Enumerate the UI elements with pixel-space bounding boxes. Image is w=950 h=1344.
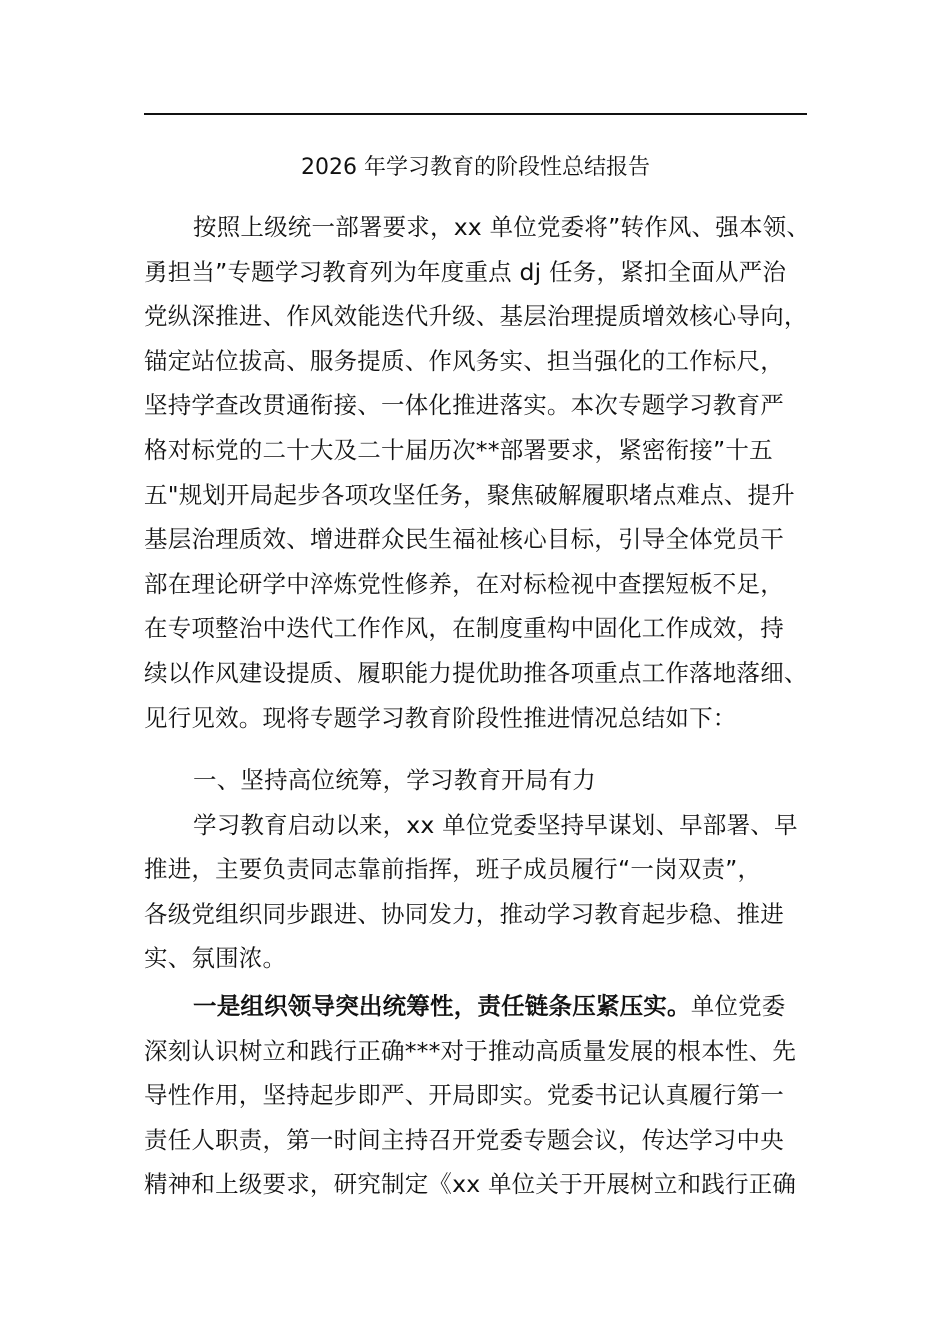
- text-line: 部在理论研学中淬炼党性修养，在对标检视中查摆短板不足，: [144, 569, 784, 598]
- document-title: 2026 年学习教育的阶段性总结报告: [301, 155, 650, 180]
- text-line: 续以作风建设提质、履职能力提优助推各项重点工作落地落细、: [144, 658, 808, 687]
- point-lead-rest: 单位党委: [690, 992, 786, 1020]
- text-line: 勇担当”专题学习教育列为年度重点 dj 任务，紧扣全面从严治: [144, 257, 787, 286]
- point-first-line: [144, 984, 796, 1029]
- point-1-paragraph: [144, 984, 796, 1207]
- section-1: [144, 758, 798, 981]
- text-line: 在专项整治中迭代工作作风，在制度重构中固化工作成效，持: [144, 614, 784, 643]
- text-line: 责任人职责，第一时间主持召开党委专题会议，传达学习中央: [144, 1125, 784, 1154]
- text-line: 见行见效。现将专题学习教育阶段性推进情况总结如下：: [144, 703, 737, 732]
- text-line: 推进，主要负责同志靠前指挥，班子成员履行“一岗双责”，: [144, 855, 762, 884]
- text-line: 基层治理质效、增进群众民生福祉核心目标，引导全体党员干: [144, 525, 784, 554]
- text-line: 精神和上级要求，研究制定《xx 单位关于开展树立和践行正确: [144, 1170, 797, 1199]
- text-line: 导性作用，坚持起步即严、开局即实。党委书记认真履行第一: [144, 1081, 784, 1110]
- text-line: 学习教育启动以来，xx 单位党委坚持早谋划、早部署、早: [193, 810, 798, 839]
- text-line: 按照上级统一部署要求，xx 单位党委将”转作风、强本领、: [193, 213, 811, 241]
- text-line: 深刻认识树立和践行正确***对于推动高质量发展的根本性、先: [144, 1036, 797, 1065]
- text-line: 格对标党的二十大及二十届历次**部署要求，紧密衔接”十五: [144, 435, 773, 464]
- text-line: 锚定站位拔高、服务提质、作风务实、担当强化的工作标尺，: [144, 346, 784, 375]
- header-rule: [144, 113, 807, 115]
- intro-paragraph: [144, 205, 810, 740]
- text-line: 五"规划开局起步各项攻坚任务，聚焦破解履职堵点难点、提升: [144, 480, 795, 509]
- point-lead-bold: 一是组织领导突出统筹性，责任链条压紧压实。: [193, 992, 691, 1020]
- text-line: 各级党组织同步跟进、协同发力，推动学习教育起步稳、推进: [144, 899, 784, 928]
- text-line: 党纵深推进、作风效能迭代升级、基层治理提质增效核心导向，: [144, 302, 808, 331]
- section-heading: 一、坚持高位统筹，学习教育开局有力: [193, 766, 596, 794]
- text-line: 实、氛围浓。: [144, 944, 287, 973]
- text-line: 坚持学查改贯通衔接、一体化推进落实。本次专题学习教育严: [144, 391, 784, 420]
